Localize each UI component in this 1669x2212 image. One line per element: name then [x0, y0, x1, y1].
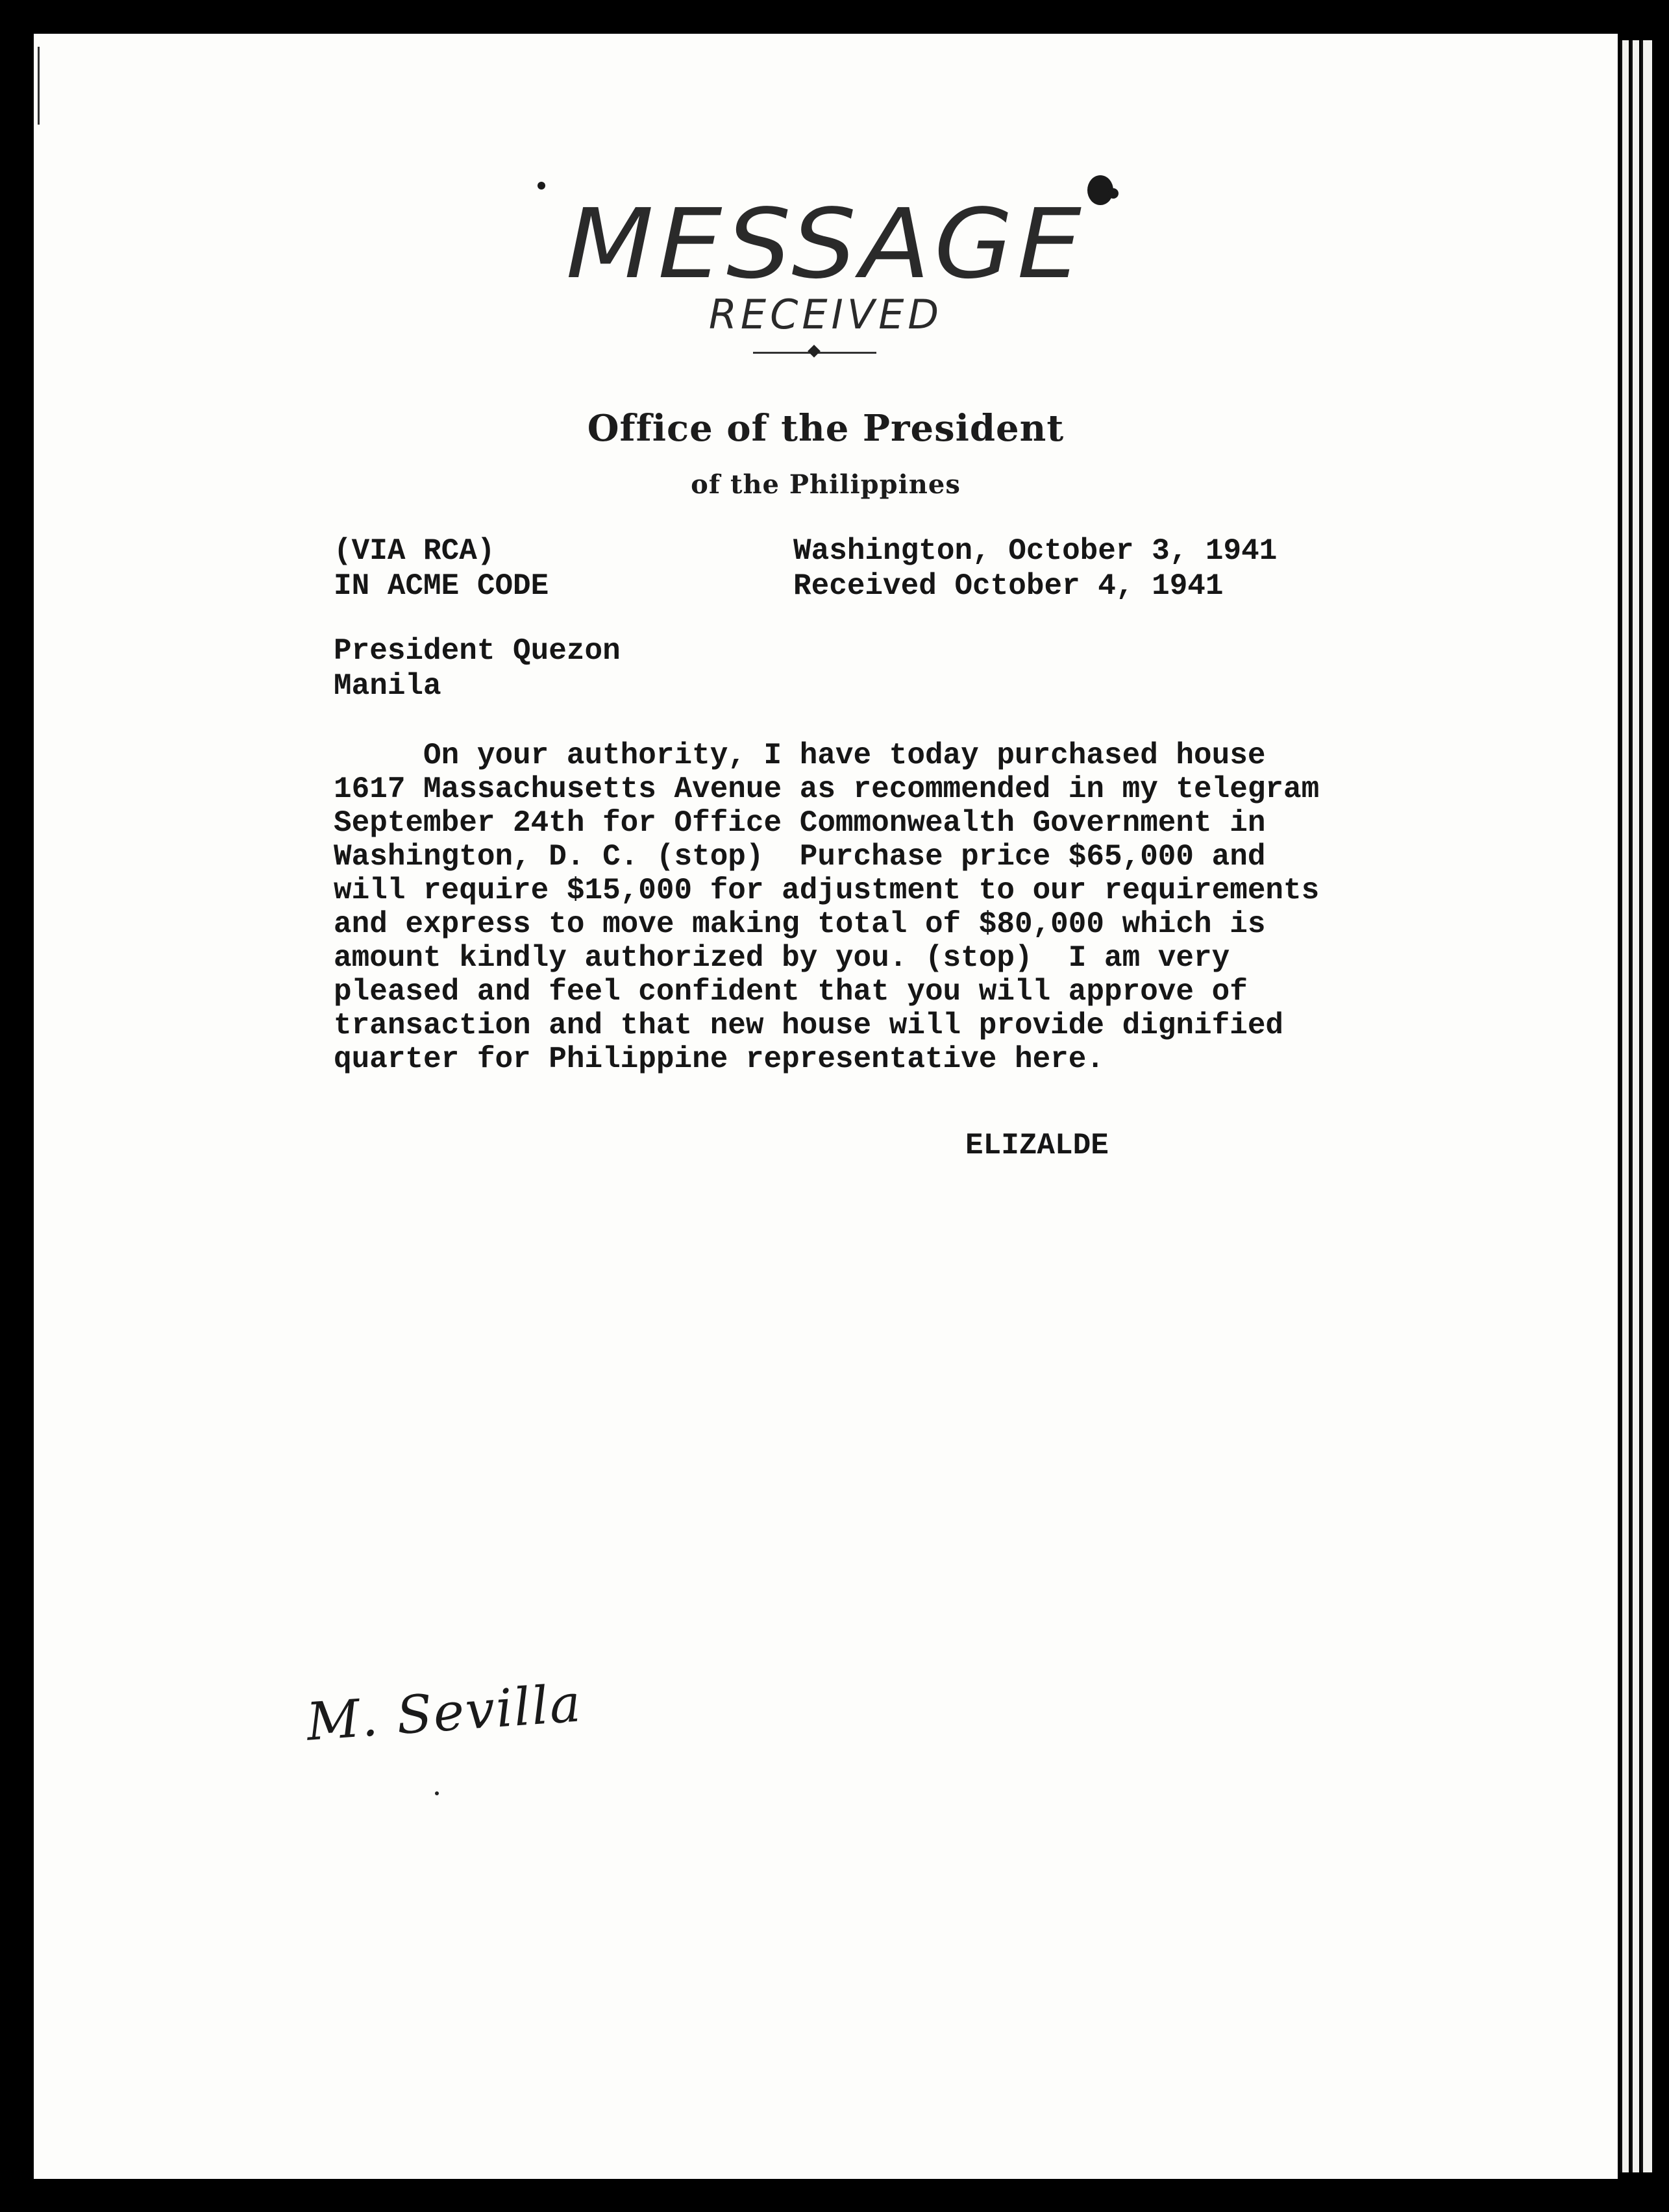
- letterhead-title: MESSAGE: [565, 188, 1086, 300]
- handwritten-note: M. Sevilla: [304, 1673, 584, 1752]
- body-line: September 24th for Office Commonwealth Government in: [334, 806, 1266, 840]
- message-body: [334, 739, 1319, 1076]
- body-line: will require $15,000 for adjustment to our requirements: [334, 874, 1320, 907]
- sheet-edge: [1631, 40, 1639, 2172]
- body-line: transaction and that new house will provide dignified: [334, 1009, 1284, 1042]
- addressee-block: [334, 633, 621, 704]
- ink-speck: [435, 1791, 439, 1795]
- body-line: pleased and feel confident that you will approve of: [334, 975, 1248, 1009]
- message-page: [34, 34, 1618, 2179]
- divider-ornament-icon: [808, 345, 821, 358]
- dateline: [793, 534, 1277, 604]
- body-line: On your authority, I have today purchased house: [334, 739, 1266, 772]
- paper-edge-mark: [38, 47, 40, 125]
- transmission-route: (VIA RCA): [334, 534, 495, 568]
- transmission-code: IN ACME CODE: [334, 569, 549, 603]
- letterhead-office: Office of the President: [587, 407, 1065, 450]
- body-line: and express to move making total of $80,000 which is: [334, 907, 1266, 941]
- letterhead-country: of the Philippines: [691, 469, 961, 500]
- sheet-edge: [1641, 40, 1652, 2172]
- addressee-location: Manila: [334, 669, 441, 703]
- addressee-name: President Quezon: [334, 634, 621, 668]
- ink-blot: [538, 182, 545, 190]
- body-line: Washington, D. C. (stop) Purchase price $65,000 and: [334, 840, 1266, 874]
- received-date: Received October 4, 1941: [793, 569, 1224, 603]
- body-line: 1617 Massachusetts Avenue as recommended in my telegram: [334, 772, 1320, 806]
- transmission-info: [334, 534, 549, 604]
- body-line: quarter for Philippine representative here.: [334, 1042, 1104, 1076]
- sender-signature: ELIZALDE: [965, 1129, 1109, 1162]
- body-line: amount kindly authorized by you. (stop) I am very: [334, 941, 1230, 975]
- letterhead-subtitle: RECEIVED: [708, 291, 943, 338]
- sheet-edge: [1620, 40, 1629, 2172]
- sent-date: Washington, October 3, 1941: [793, 534, 1278, 568]
